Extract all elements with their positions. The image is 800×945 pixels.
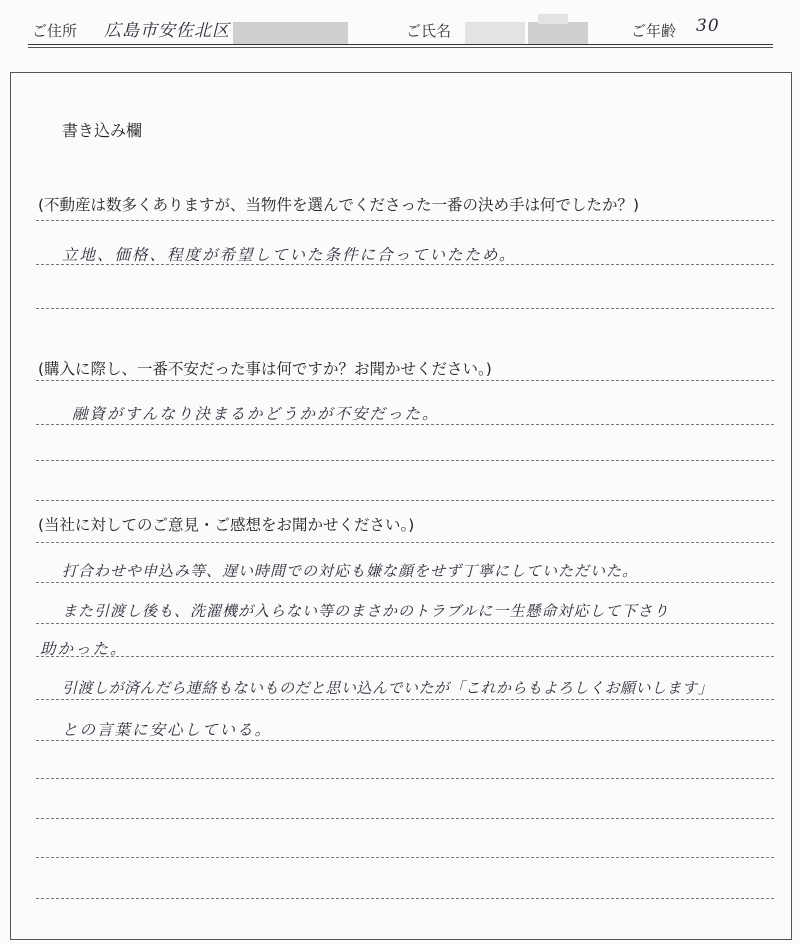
question-3: (当社に対してのご意見・ご感想をお聞かせください。): [38, 516, 415, 534]
header-underline: [28, 44, 773, 45]
answer-3-line-5: との言葉に安心している。: [62, 721, 273, 739]
answer-2-line-1: 融資がすんなり決まるかどうかが不安だった。: [72, 405, 440, 423]
rule: [36, 424, 774, 425]
age-label: ご年齢: [631, 22, 677, 40]
rule: [36, 898, 774, 899]
answer-3-line-3: 助かった。: [40, 640, 128, 658]
rule: [36, 264, 774, 265]
name-redaction-2: [528, 22, 588, 44]
rule: [36, 656, 774, 657]
rule: [36, 818, 774, 819]
header-underline-2: [28, 47, 773, 48]
name-label: ご氏名: [406, 22, 452, 40]
address-label: ご住所: [32, 22, 78, 40]
answer-1-line-1: 立地、価格、程度が希望していた条件に合っていたため。: [62, 246, 517, 264]
question-1: (不動産は数多くありますが、当物件を選んでくださった一番の決め手は何でしたか？): [38, 196, 640, 214]
answer-3-line-1: 打合わせや申込み等、遅い時間での対応も嫌な顔をせず丁寧にしていただいた。: [62, 562, 639, 580]
rule: [36, 542, 774, 543]
rule: [36, 500, 774, 501]
answer-3-line-4: 引渡しが済んだら連絡もないものだと思い込んでいたが「これからもよろしくお願いします」: [62, 679, 714, 697]
age-value: 30: [696, 16, 720, 36]
form-header: [28, 14, 773, 46]
address-value: 広島市安佐北区: [104, 21, 230, 41]
answer-3-line-2: また引渡し後も、洗濯機が入らない等のまさかのトラブルに一生懸命対応して下さり: [62, 602, 670, 620]
rule: [36, 857, 774, 858]
name-redaction-1: [465, 22, 525, 44]
rule: [36, 220, 774, 221]
rule: [36, 308, 774, 309]
rule: [36, 699, 774, 700]
rule: [36, 460, 774, 461]
rule: [36, 778, 774, 779]
rule: [36, 582, 774, 583]
rule: [36, 380, 774, 381]
rule: [36, 623, 774, 624]
address-redaction: [233, 22, 348, 44]
question-2: (購入に際し、一番不安だった事は何ですか？お聞かせください。): [38, 360, 492, 378]
rule: [36, 740, 774, 741]
name-redaction-3: [538, 14, 568, 24]
comment-box-title: 書き込み欄: [62, 121, 143, 140]
